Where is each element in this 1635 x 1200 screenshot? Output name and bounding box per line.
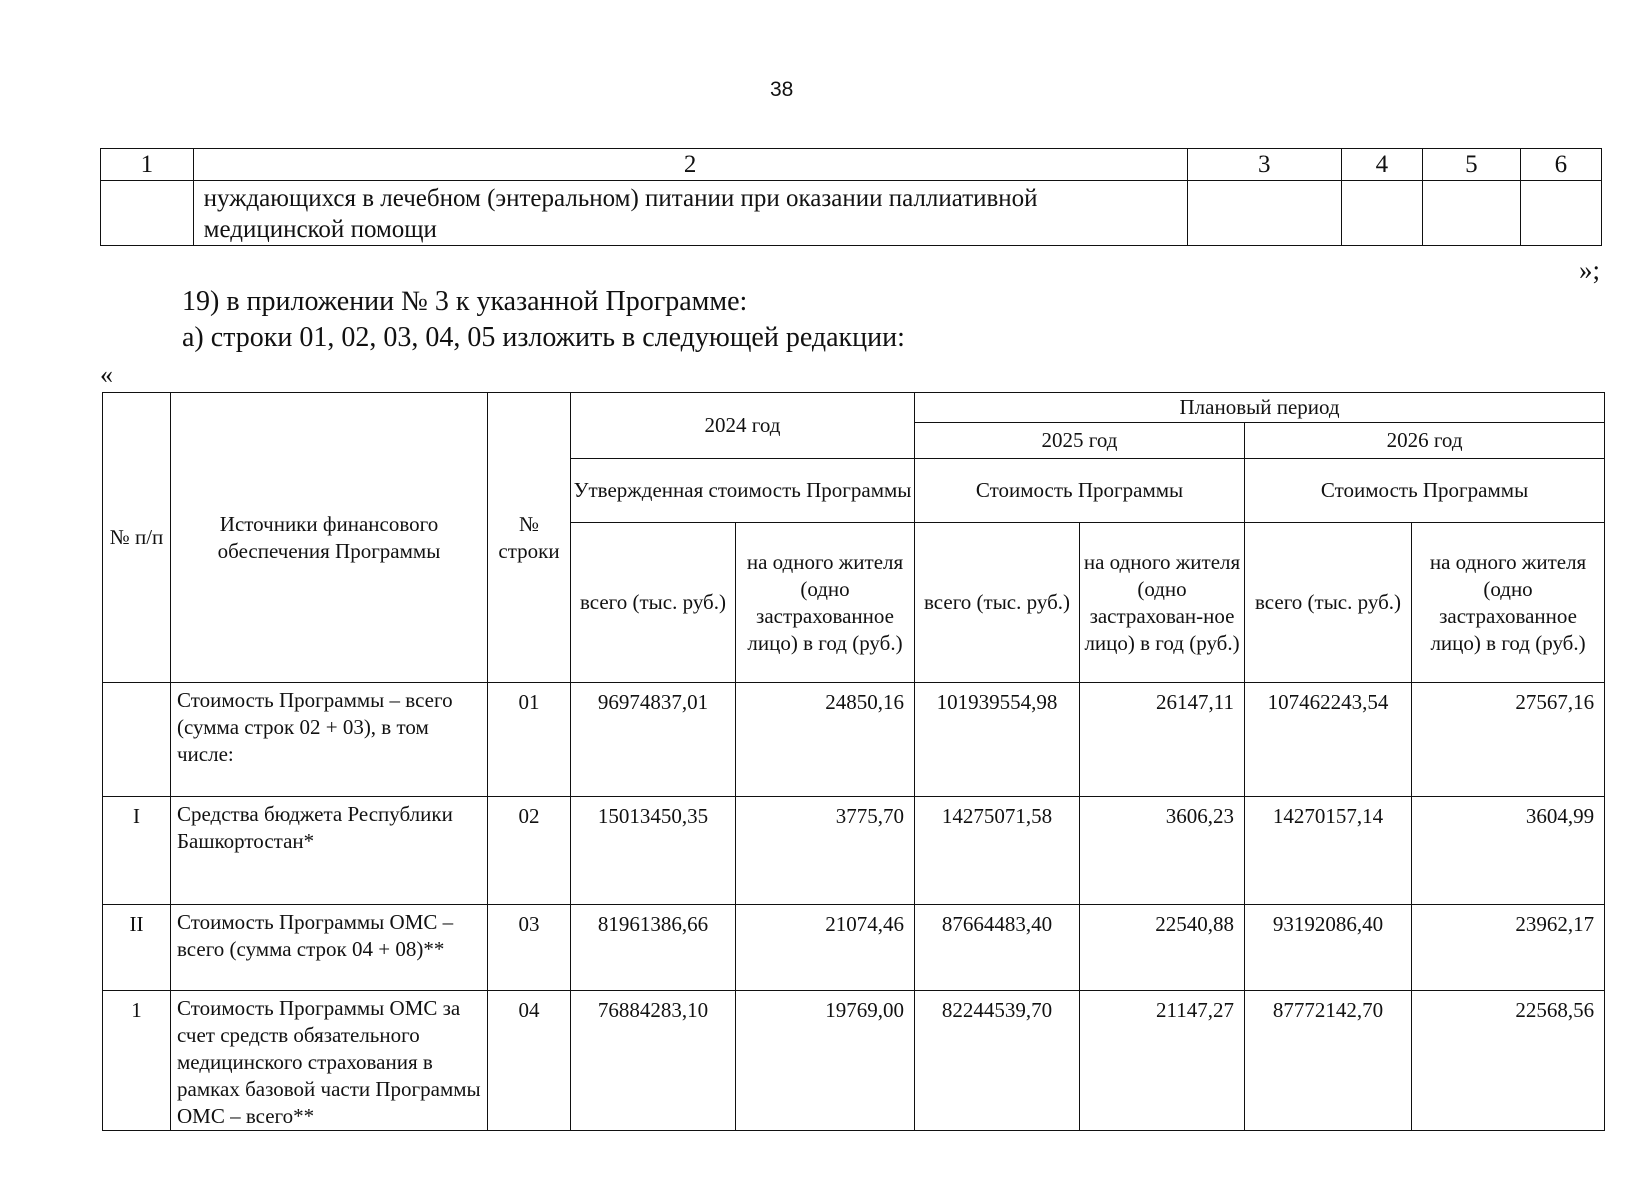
column-number-cell: 4 [1341,149,1422,181]
per-person-2026-cell: 23962,17 [1412,905,1605,991]
page-number: 38 [770,78,794,101]
continuation-text: нуждающихся в лечебном (энтеральном) питании при оказании паллиативной медицинской помощи [203,185,1038,243]
row-name-cell: Стоимость Программы – всего (сумма строк 02 + 03), в том числе: [171,683,488,797]
empty-cell [101,181,194,246]
column-number-cell: 2 [193,149,1187,181]
per-person-2024-cell: 21074,46 [736,905,915,991]
column-number-cell: 5 [1422,149,1520,181]
total-2025-cell: 14275071,58 [915,797,1080,905]
header-total-2024: всего (тыс. руб.) [571,523,736,683]
column-number-cell: 3 [1187,149,1341,181]
row-code-cell: 04 [488,991,571,1131]
header-per-person-2025: на одного жителя (одно застрахован-ное лицо) в год (руб.) [1080,523,1245,683]
per-person-2025-cell: 3606,23 [1080,797,1245,905]
opening-quote: « [100,360,113,389]
per-person-2024-cell: 19769,00 [736,991,915,1131]
row-code-cell: 02 [488,797,571,905]
per-person-2024-cell: 24850,16 [736,683,915,797]
header-program-cost-2026: Стоимость Программы [1245,459,1605,523]
per-person-2026-cell: 3604,99 [1412,797,1605,905]
total-2024-cell: 96974837,01 [571,683,736,797]
header-sources: Источники финансового обеспечения Программы [171,393,488,683]
header-total-2025: всего (тыс. руб.) [915,523,1080,683]
per-person-2025-cell: 21147,27 [1080,991,1245,1131]
total-2025-cell: 87664483,40 [915,905,1080,991]
total-2024-cell: 15013450,35 [571,797,736,905]
table-row [103,797,1605,905]
per-person-2026-cell: 27567,16 [1412,683,1605,797]
per-person-2025-cell: 22540,88 [1080,905,1245,991]
header-total-2026: всего (тыс. руб.) [1245,523,1412,683]
header-year-2026: 2026 год [1245,423,1605,459]
row-name-cell: Средства бюджета Республики Башкортостан* [171,797,488,905]
row-num-cell: I [103,797,171,905]
column-number-cell: 6 [1520,149,1601,181]
row-code-cell: 01 [488,683,571,797]
total-2024-cell: 76884283,10 [571,991,736,1131]
continuation-row [101,181,1602,246]
total-2026-cell: 87772142,70 [1245,991,1412,1131]
empty-cell [1422,181,1520,246]
header-per-person-2024: на одного жителя (одно застрахованное лицо) в год (руб.) [736,523,915,683]
header-per-person-2026: на одного жителя (одно застрахованное лицо) в год (руб.) [1412,523,1605,683]
continuation-table-header [101,149,1602,181]
table-row [103,683,1605,797]
continuation-text-cell [193,181,1187,246]
financing-table [102,392,1605,1131]
header-approved-cost: Утвержденная стоимость Программы [571,459,915,523]
closing-quote: »; [1579,255,1601,285]
column-number-cell: 1 [101,149,194,181]
row-num-cell [103,683,171,797]
total-2026-cell: 14270157,14 [1245,797,1412,905]
per-person-2026-cell: 22568,56 [1412,991,1605,1131]
header-year-2025: 2025 год [915,423,1245,459]
row-num-cell: 1 [103,991,171,1131]
row-name-cell: Стоимость Программы ОМС за счет средств обязательного медицинского страхования в рамках базовой части Программы ОМС – всего** [171,991,488,1131]
row-name-cell: Стоимость Программы ОМС – всего (сумма строк 04 + 08)** [171,905,488,991]
header-program-cost-2025: Стоимость Программы [915,459,1245,523]
total-2025-cell: 82244539,70 [915,991,1080,1131]
header-planned-period: Плановый период [915,393,1605,423]
table-row [103,991,1605,1131]
header-num-pp: № п/п [103,393,171,683]
row-code-cell: 03 [488,905,571,991]
total-2026-cell: 93192086,40 [1245,905,1412,991]
per-person-2024-cell: 3775,70 [736,797,915,905]
header-year-2024: 2024 год [571,393,915,459]
total-2025-cell: 101939554,98 [915,683,1080,797]
row-num-cell: II [103,905,171,991]
empty-cell [1187,181,1341,246]
amendment-subparagraph: а) строки 01, 02, 03, 04, 05 изложить в следующей редакции: [182,322,905,353]
amendment-paragraph: 19) в приложении № 3 к указанной Программе: [182,286,748,317]
table-row [103,905,1605,991]
empty-cell [1520,181,1601,246]
total-2024-cell: 81961386,66 [571,905,736,991]
header-row-number: № строки [488,393,571,683]
total-2026-cell: 107462243,54 [1245,683,1412,797]
continuation-table [100,148,1602,246]
empty-cell [1341,181,1422,246]
per-person-2025-cell: 26147,11 [1080,683,1245,797]
